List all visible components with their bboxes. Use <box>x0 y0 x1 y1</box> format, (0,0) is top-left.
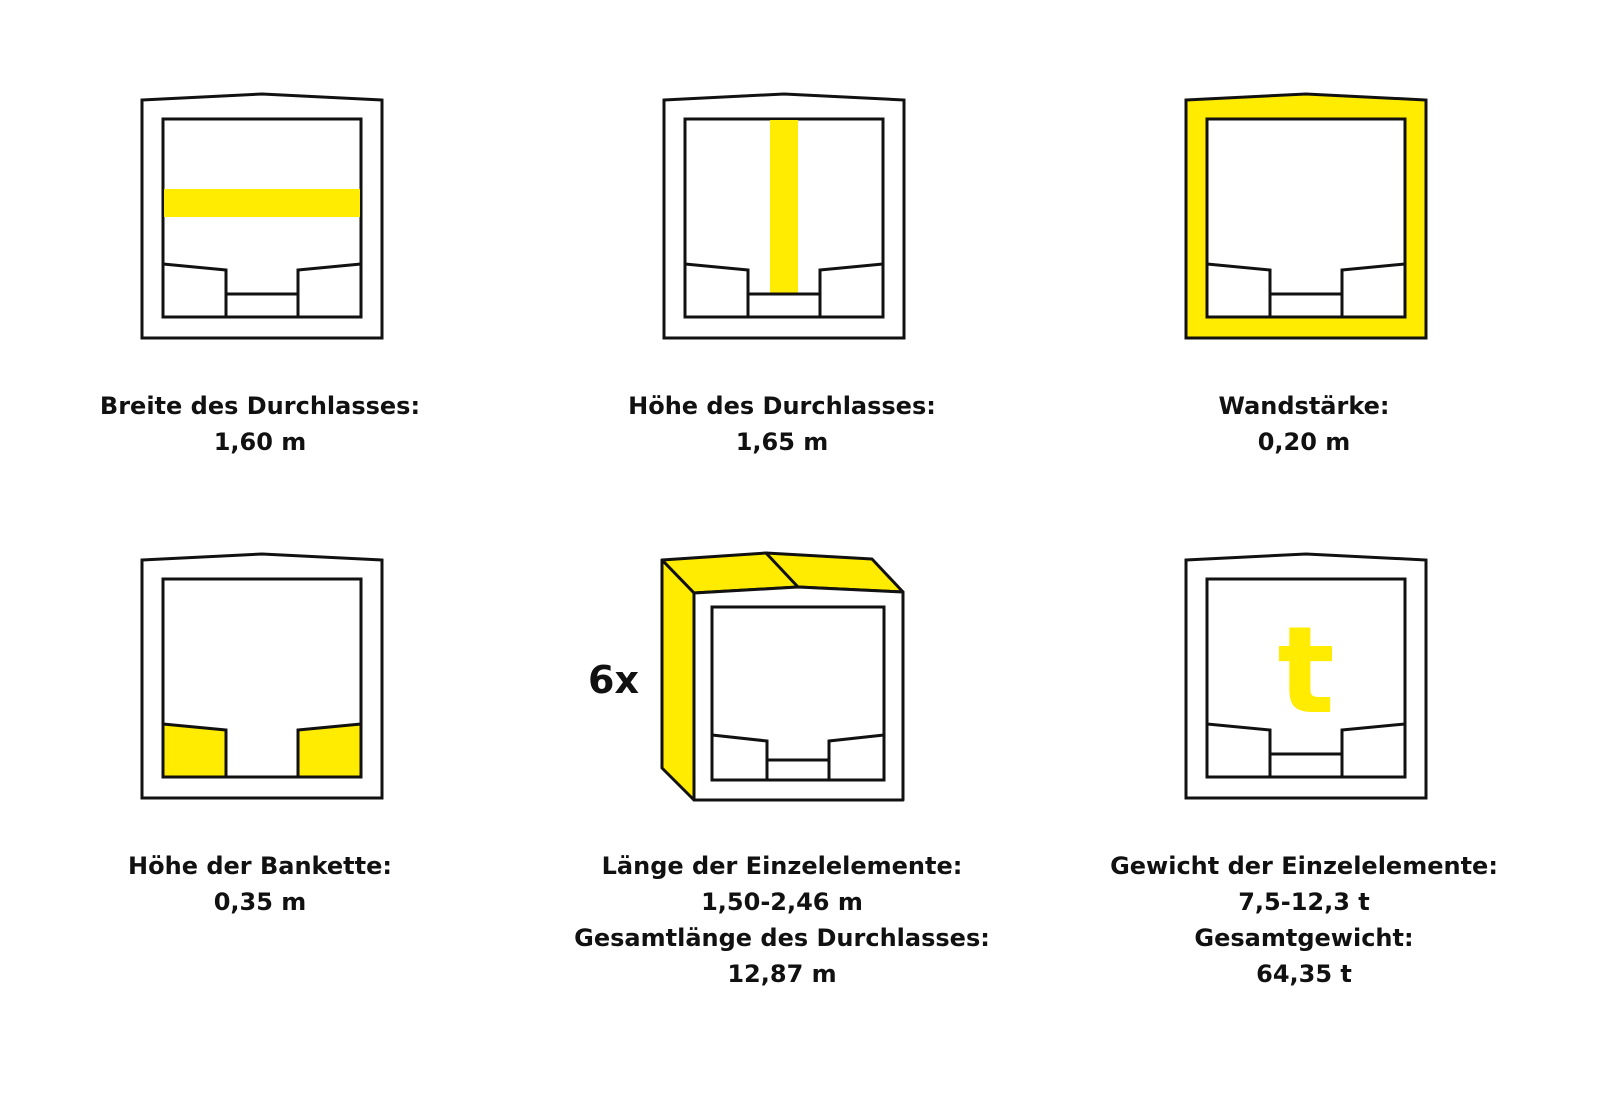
weight-letter: t <box>1277 602 1335 741</box>
culvert-width-icon <box>140 92 384 342</box>
spec-value: 0,20 m <box>1257 428 1351 456</box>
spec-label-total: Gesamtgewicht: <box>1194 924 1414 952</box>
spec-value: 1,60 m <box>213 428 307 456</box>
spec-label: Höhe der Bankette: <box>128 852 392 880</box>
spec-value-total: 12,87 m <box>727 960 837 988</box>
multiplier-label: 6x <box>588 658 639 702</box>
culvert-height-icon <box>662 92 906 342</box>
spec-label-total: Gesamtlänge des Durchlasses: <box>574 924 990 952</box>
spec-label: Breite des Durchlasses: <box>99 392 421 420</box>
wall-thickness-icon <box>1184 92 1428 342</box>
spec-value-total: 64,35 t <box>1256 960 1352 988</box>
spec-value: 1,65 m <box>735 428 829 456</box>
culvert-segments-icon <box>660 550 906 806</box>
bench-height-icon <box>140 552 384 802</box>
spec-value: 7,5-12,3 t <box>1238 888 1370 916</box>
spec-value: 0,35 m <box>213 888 307 916</box>
spec-label: Gewicht der Einzelelemente: <box>1110 852 1498 880</box>
spec-label: Wandstärke: <box>1218 392 1390 420</box>
spec-value: 1,50-2,46 m <box>701 888 863 916</box>
spec-label: Länge der Einzelelemente: <box>601 852 963 880</box>
weight-icon <box>1184 552 1428 802</box>
spec-label: Höhe des Durchlasses: <box>628 392 936 420</box>
